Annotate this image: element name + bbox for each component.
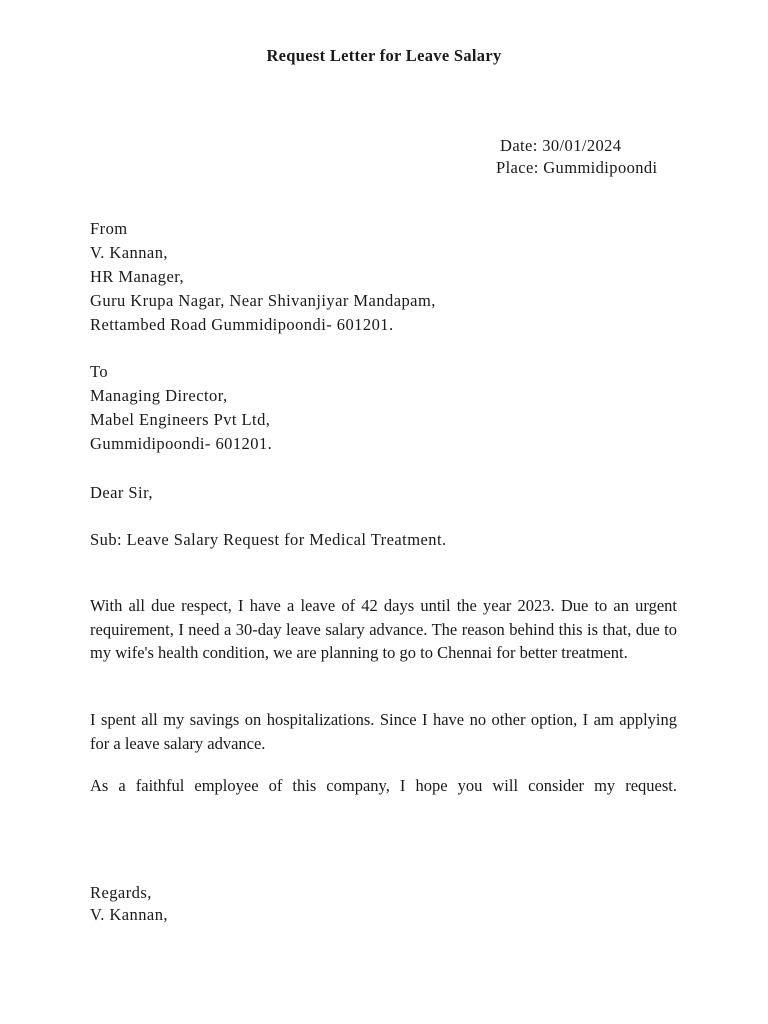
body-paragraph-3: As a faithful employee of this company, I hope you will consider my request. (90, 776, 677, 795)
body-paragraph-1: With all due respect, I have a leave of 42 days until the year 2023. Due to an urgent requirement, I need a 30-day leave salary advance. The reason behind this is that, due to my wife's health condition, we are planning to go to Chennai for better treatment. (90, 596, 677, 662)
closing-signature-name: V. Kannan, (90, 905, 168, 924)
date-place-block (496, 135, 658, 179)
from-heading: From (90, 219, 128, 238)
sender-name: V. Kannan, (90, 243, 168, 262)
recipient-address-block (90, 360, 272, 456)
body-paragraph-2: I spent all my savings on hospitalizations. Since I have no other option, I am applying for a leave salary advance. (90, 710, 677, 753)
sender-address-line-1: Guru Krupa Nagar, Near Shivanjiyar Mandapam, (90, 291, 436, 310)
subject-line: Sub: Leave Salary Request for Medical Treatment. (90, 530, 447, 549)
document-title: Request Letter for Leave Salary (266, 46, 502, 65)
sender-designation: HR Manager, (90, 267, 185, 286)
sender-address-block (90, 217, 436, 337)
recipient-city: Gummidipoondi- 601201. (90, 434, 273, 453)
recipient-designation: Managing Director, (90, 386, 228, 405)
sender-address-line-2: Rettambed Road Gummidipoondi- 601201. (90, 315, 394, 334)
to-heading: To (90, 362, 109, 381)
place-line: Place: Gummidipoondi (496, 158, 658, 177)
closing-block (90, 882, 168, 926)
closing-regards: Regards, (90, 883, 152, 902)
salutation: Dear Sir, (90, 483, 153, 502)
recipient-company: Mabel Engineers Pvt Ltd, (90, 410, 271, 429)
date-line: Date: 30/01/2024 (500, 136, 622, 155)
